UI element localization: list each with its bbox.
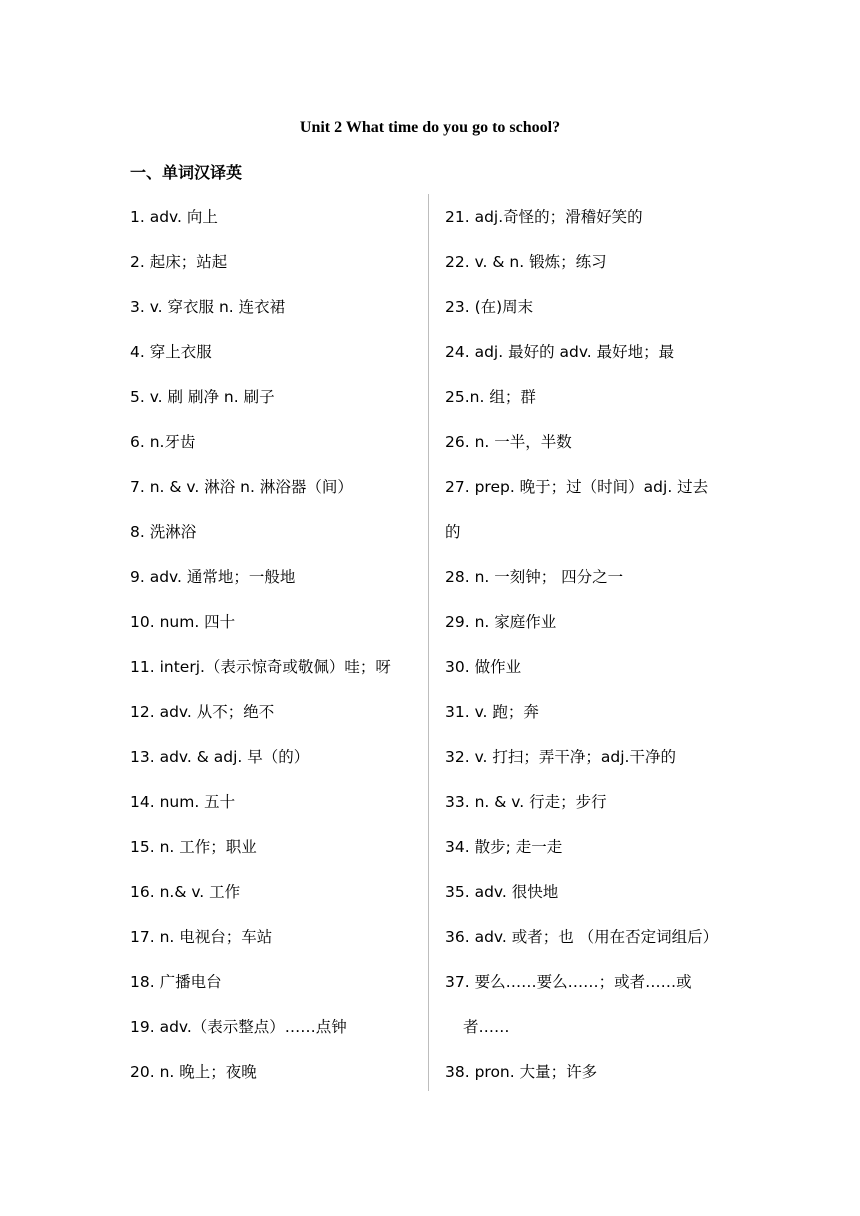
vocab-item: 18. 广播电台: [130, 973, 222, 991]
document-title: Unit 2 What time do you go to school?: [299, 119, 561, 136]
vocab-item: 21. adj.奇怪的；滑稽好笑的: [445, 208, 643, 226]
vocab-item: 11. interj.（表示惊奇或敬佩）哇；呀: [130, 658, 391, 676]
vocab-item: 10. num. 四十: [130, 613, 236, 631]
vocab-item: 29. n. 家庭作业: [445, 613, 557, 631]
vocab-item: 24. adj. 最好的 adv. 最好地；最: [445, 343, 675, 361]
column-divider: [428, 194, 429, 1091]
vocab-item: 20. n. 晚上；夜晚: [130, 1063, 257, 1081]
vocab-item: 4. 穿上衣服: [130, 343, 212, 361]
vocab-item-continuation: 者……: [463, 1018, 510, 1036]
vocab-item: 28. n. 一刻钟； 四分之一: [445, 568, 624, 586]
vocab-item: 38. pron. 大量；许多: [445, 1063, 598, 1081]
vocab-item: 30. 做作业: [445, 658, 522, 676]
vocab-item: 8. 洗淋浴: [130, 523, 197, 541]
vocab-item: 27. prep. 晚于；过（时间）adj. 过去: [445, 478, 709, 496]
vocab-item: 25.n. 组；群: [445, 388, 536, 406]
vocab-item: 6. n.牙齿: [130, 433, 196, 451]
right-column: [445, 195, 740, 1095]
vocab-item: 19. adv.（表示整点）……点钟: [130, 1018, 347, 1036]
vocab-item: 13. adv. & adj. 早（的）: [130, 748, 310, 766]
left-column: [130, 195, 425, 1095]
vocab-item: 17. n. 电视台；车站: [130, 928, 273, 946]
vocab-item: 35. adv. 很快地: [445, 883, 559, 901]
vocab-item: 16. n.& v. 工作: [130, 883, 241, 901]
vocab-item: 1. adv. 向上: [130, 208, 218, 226]
vocab-item: 12. adv. 从不；绝不: [130, 703, 275, 721]
vocab-item: 22. v. & n. 锻炼；练习: [445, 253, 607, 271]
vocab-item: 37. 要么……要么……；或者……或: [445, 973, 692, 991]
vocab-item: 14. num. 五十: [130, 793, 236, 811]
vocab-item: 3. v. 穿衣服 n. 连衣裙: [130, 298, 286, 316]
vocab-item: 5. v. 刷 刷净 n. 刷子: [130, 388, 275, 406]
vocab-item: 36. adv. 或者；也 （用在否定词组后）: [445, 928, 719, 946]
vocab-item: 32. v. 打扫；弄干净；adj.干净的: [445, 748, 676, 766]
vocab-item: 15. n. 工作；职业: [130, 838, 257, 856]
vocab-item: 2. 起床；站起: [130, 253, 228, 271]
vocab-item: 23. (在)周末: [445, 298, 534, 316]
vocab-item: 26. n. 一半，半数: [445, 433, 572, 451]
vocab-item: 9. adv. 通常地；一般地: [130, 568, 296, 586]
vocab-item: 33. n. & v. 行走；步行: [445, 793, 607, 811]
vocab-item: 34. 散步; 走一走: [445, 838, 563, 856]
vocab-item: 7. n. & v. 淋浴 n. 淋浴器（间）: [130, 478, 353, 496]
vocab-item: 31. v. 跑；奔: [445, 703, 539, 721]
section-heading: 一、单词汉译英: [130, 163, 243, 182]
vocab-item-continuation: 的: [445, 523, 461, 541]
